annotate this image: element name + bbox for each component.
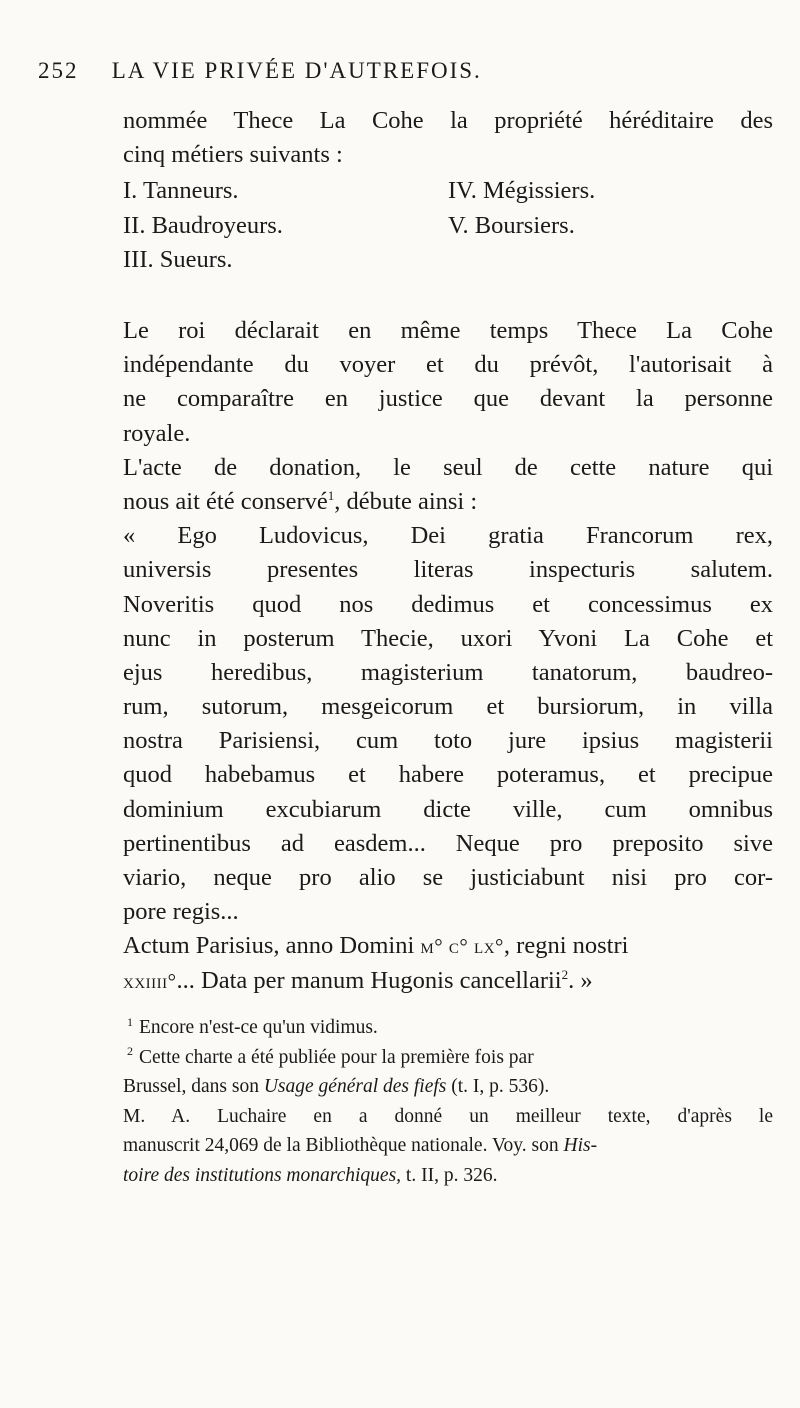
text-line: royale. <box>123 419 191 447</box>
footnote-mark: 2 <box>127 1044 133 1058</box>
list-item: III. Sueurs. <box>123 246 233 273</box>
latin-line: pertinentibus ad easdem... Neque pro preposito sive <box>123 829 773 857</box>
list-row <box>123 243 723 278</box>
footnote-2-line <box>123 1072 773 1102</box>
text-line <box>123 485 773 519</box>
date-numeral: m° c° lx° <box>420 934 504 959</box>
page-number: 252 <box>38 58 79 83</box>
latin-line: « Ego Ludovicus, Dei gratia Francorum rex, <box>123 522 773 550</box>
actum-line-2 <box>123 964 773 998</box>
latin-line: nostra Parisiensi, cum toto jure ipsius magisterii <box>123 727 773 755</box>
latin-line: rum, sutorum, mesgeicorum et bursiorum, in villa <box>123 693 773 721</box>
list-row <box>123 174 723 209</box>
text-line: indépendante du voyer et du prévôt, l'autorisait à <box>123 351 773 379</box>
running-head: LA VIE PRIVÉE D'AUTREFOIS. <box>111 58 482 83</box>
footnote-text: (t. I, p. 536). <box>446 1076 550 1097</box>
text-span: ... Data per manum Hugonis cancellarii <box>176 966 562 994</box>
footnote-text: Encore n'est-ce qu'un vidimus. <box>139 1017 378 1038</box>
footnote-1 <box>123 1013 773 1043</box>
text-line: Le roi déclarait en même temps Thece La Cohe <box>123 317 773 344</box>
text-span: nous ait été conservé <box>123 487 328 515</box>
text-line: cinq métiers suivants : <box>123 141 343 169</box>
intro-text <box>123 104 773 172</box>
paragraph-1 <box>123 314 773 998</box>
list-row <box>123 209 723 244</box>
text-line: L'acte de donation, le seul de cette nature qui <box>123 453 773 481</box>
book-title: toire des institutions monarchiques, <box>123 1164 402 1186</box>
footnote-ref: 1 <box>327 487 335 503</box>
book-title: Usage général des fiefs <box>263 1076 447 1097</box>
footnotes <box>123 1013 773 1190</box>
latin-line: universis presentes literas inspecturis salutem. <box>123 556 773 584</box>
footnote-2-line <box>123 1043 773 1073</box>
list-item: I. Tanneurs. <box>123 177 239 204</box>
page-header <box>38 58 698 84</box>
footnote-text: Cette charte a été publiée pour la première fois par <box>139 1046 534 1068</box>
text-span: Actum Parisius, anno Domini <box>123 932 421 960</box>
text-line: ne comparaître en justice que devant la personne <box>123 385 773 413</box>
footnote-2-line: M. A. Luchaire en a donné un meilleur texte, d'après le <box>123 1105 773 1127</box>
footnote-text: Brussel, dans son <box>123 1076 264 1097</box>
list-item: V. Boursiers. <box>448 211 575 239</box>
latin-line: quod habebamus et habere poteramus, et precipue <box>123 761 773 789</box>
latin-line: dominium excubiarum dicte ville, cum omnibus <box>123 795 773 823</box>
latin-line: ejus heredibus, magisterium tanatorum, baudreo- <box>123 658 773 686</box>
trades-list <box>123 174 723 278</box>
text-span: , débute ainsi : <box>334 487 478 515</box>
latin-line: Noveritis quod nos dedimus et concessimus ex <box>123 590 773 618</box>
actum-line-1 <box>123 929 773 963</box>
latin-line: nunc in posterum Thecie, uxori Yvoni La Cohe et <box>123 624 773 652</box>
footnote-2-line <box>123 1161 773 1191</box>
text-line: nommée Thece La Cohe la propriété héréditaire des <box>123 107 773 134</box>
footnote-mark: 1 <box>127 1014 133 1029</box>
regnal-year: xxiiii° <box>123 968 177 993</box>
footnote-text: manuscrit 24,069 de la Bibliothèque nationale. Voy. son <box>123 1135 564 1156</box>
book-title: His- <box>563 1135 598 1156</box>
list-item: II. Baudroyeurs. <box>123 211 283 239</box>
latin-line: viario, neque pro alio se justiciabunt nisi pro cor- <box>123 864 773 891</box>
footnote-text: t. II, p. 326. <box>401 1164 498 1186</box>
list-item: IV. Mégissiers. <box>448 177 596 204</box>
text-span: . » <box>568 966 593 994</box>
footnote-ref: 2 <box>561 966 569 982</box>
text-span: , regni nostri <box>503 932 629 960</box>
footnote-2-line <box>123 1131 773 1161</box>
latin-line: pore regis... <box>123 898 239 926</box>
